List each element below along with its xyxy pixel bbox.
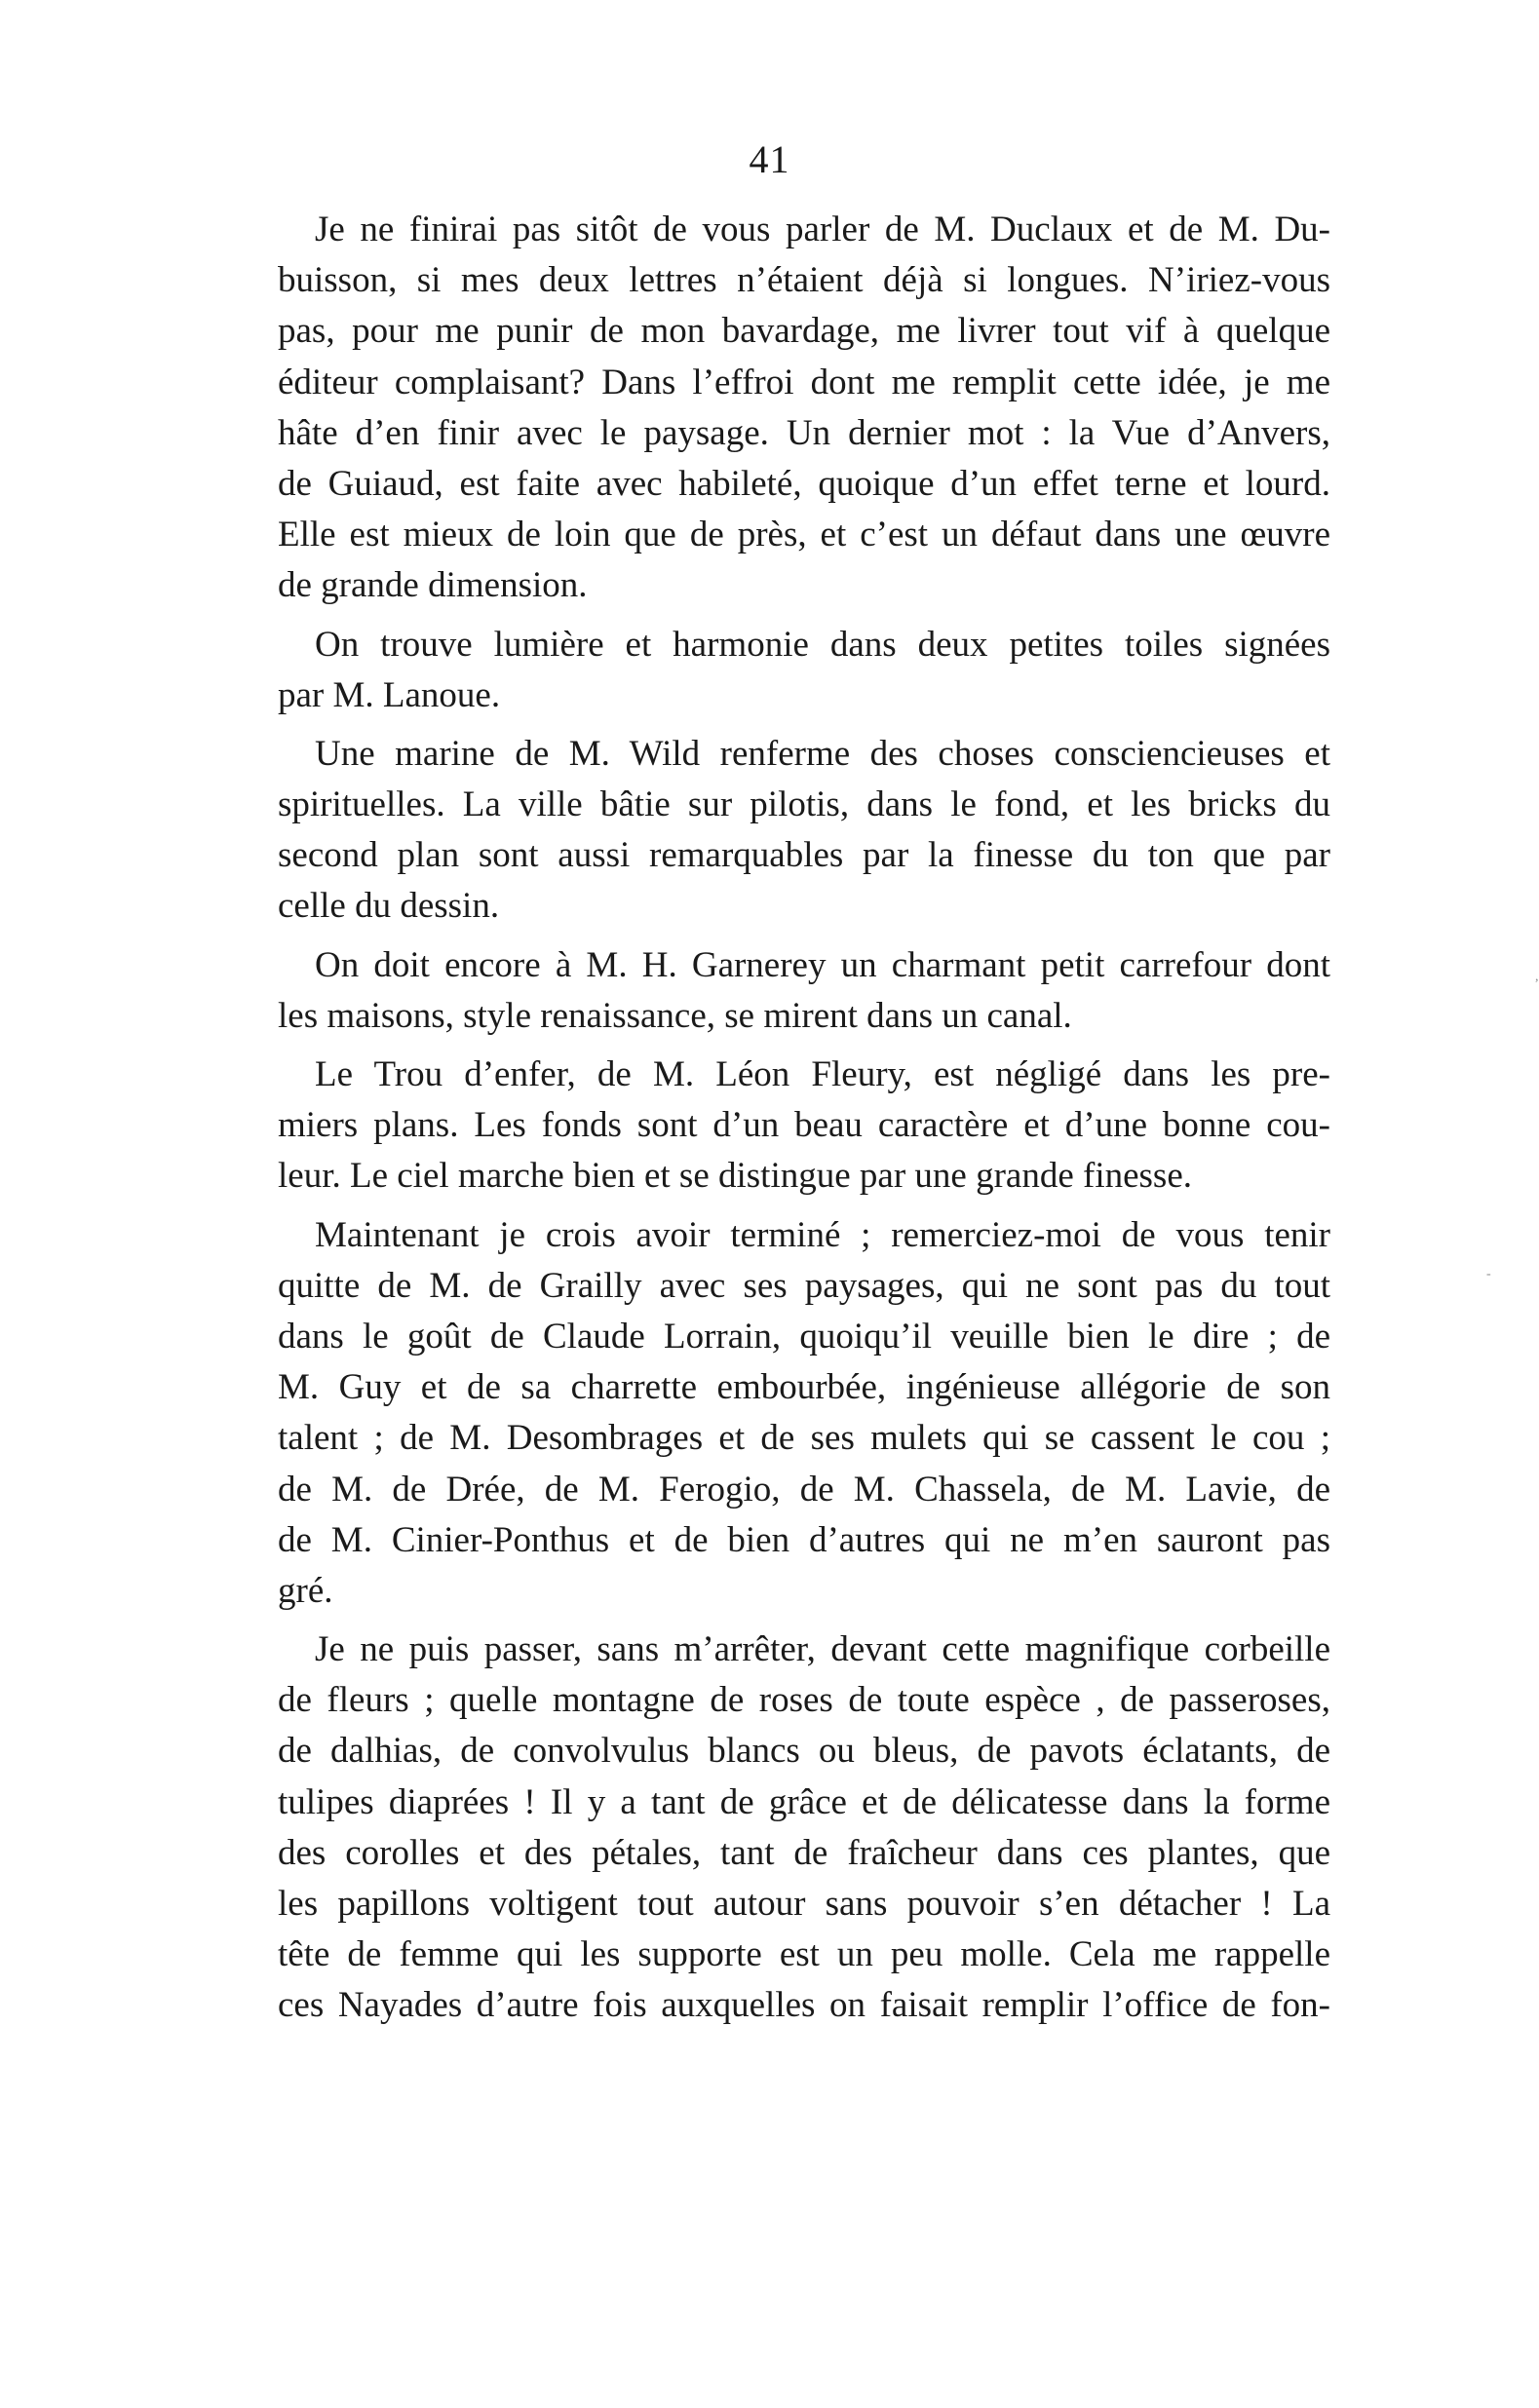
paragraph	[278, 205, 1330, 612]
text-line: miers plans. Les fonds sont d’un beau caractère et d’une bonne cou-	[278, 1105, 1330, 1146]
text-line: gré.	[278, 1570, 333, 1611]
text-line: quitte de M. de Grailly avec ses paysages, qui ne sont pas du tout	[278, 1265, 1330, 1306]
text-line: ces Nayades d’autre fois auxquelles on faisait remplir l’office de fon-	[278, 1985, 1330, 2026]
text-line: les papillons voltigent tout autour sans pouvoir s’en détacher ! La	[278, 1884, 1330, 1924]
paragraph	[278, 1624, 1330, 2032]
text-line: les maisons, style renaissance, se mirent dans un canal.	[278, 995, 1072, 1036]
paragraph-gap	[278, 721, 1330, 729]
text-line: Maintenant je crois avoir terminé ; remerciez-moi de vous tenir	[315, 1214, 1330, 1255]
text-line: celle du dessin.	[278, 886, 500, 927]
paragraph	[278, 729, 1330, 933]
paragraph-gap	[278, 612, 1330, 620]
text-line: M. Guy et de sa charrette embourbée, ingénieuse allégorie de son	[278, 1367, 1330, 1408]
text-line: On doit encore à M. H. Garnerey un charmant petit carrefour dont	[315, 944, 1330, 985]
text-line: pas, pour me punir de mon bavardage, me livrer tout vif à quelque	[278, 311, 1330, 352]
text-line: de Guiaud, est faite avec habileté, quoique d’un effet terne et lourd.	[278, 463, 1330, 504]
text-line: dans le goût de Claude Lorrain, quoiqu’il veuille bien le dire ; de	[278, 1316, 1330, 1357]
text-line: par M. Lanoue.	[278, 674, 501, 715]
paragraph-gap	[278, 1203, 1330, 1210]
text-line: de M. de Drée, de M. Ferogio, de M. Chassela, de M. Lavie, de	[278, 1469, 1330, 1510]
text-line: tulipes diaprées ! Il y a tant de grâce et de délicatesse dans la forme	[278, 1781, 1330, 1822]
text-line: spirituelles. La ville bâtie sur pilotis, dans le fond, et les bricks du	[278, 784, 1330, 825]
text-line: éditeur complaisant? Dans l’effroi dont me remplit cette idée, je me	[278, 362, 1330, 402]
text-line: de M. Cinier-Ponthus et de bien d’autres qui ne m’en sauront pas	[278, 1519, 1330, 1560]
text-line: tête de femme qui les supporte est un peu molle. Cela me rappelle	[278, 1934, 1330, 1975]
text-line: hâte d’en finir avec le paysage. Un dernier mot : la Vue d’Anvers,	[278, 412, 1330, 453]
text-line: Je ne finirai pas sitôt de vous parler de M. Duclaux et de M. Du-	[315, 210, 1330, 249]
paragraph-gap	[278, 1617, 1330, 1624]
body-text	[278, 205, 1330, 2032]
text-line: des corolles et des pétales, tant de fraîcheur dans ces plantes, que	[278, 1832, 1330, 1873]
paragraph	[278, 1210, 1330, 1618]
paragraph	[278, 620, 1330, 721]
text-line: leur. Le ciel marche bien et se distingue par une grande finesse.	[278, 1156, 1192, 1197]
paragraph-gap	[278, 1042, 1330, 1050]
text-line: de dalhias, de convolvulus blancs ou bleus, de pavots éclatants, de	[278, 1731, 1330, 1772]
text-line: Une marine de M. Wild renferme des choses consciencieuses et	[315, 733, 1330, 774]
scan-mark: ,	[1535, 970, 1539, 984]
text-line: talent ; de M. Desombrages et de ses mulets qui se cassent le cou ;	[278, 1418, 1330, 1459]
page-number: 41	[749, 137, 790, 181]
paragraph-gap	[278, 933, 1330, 940]
text-line: de grande dimension.	[278, 565, 588, 606]
paragraph	[278, 1050, 1330, 1203]
text-line: Elle est mieux de loin que de près, et c’est un défaut dans une œuvre	[278, 515, 1330, 555]
paragraph	[278, 940, 1330, 1042]
scan-mark: -	[1486, 1267, 1491, 1281]
text-line: de fleurs ; quelle montagne de roses de toute espèce , de passeroses,	[278, 1680, 1330, 1721]
text-line: buisson, si mes deux lettres n’étaient déjà si longues. N’iriez-vous	[278, 260, 1330, 301]
text-line: second plan sont aussi remarquables par la finesse du ton que par	[278, 835, 1330, 876]
text-line: Je ne puis passer, sans m’arrêter, devant cette magnifique corbeille	[315, 1629, 1330, 1670]
text-line: On trouve lumière et harmonie dans deux petites toiles signées	[315, 624, 1330, 665]
text-line: Le Trou d’enfer, de M. Léon Fleury, est négligé dans les pre-	[315, 1054, 1330, 1094]
